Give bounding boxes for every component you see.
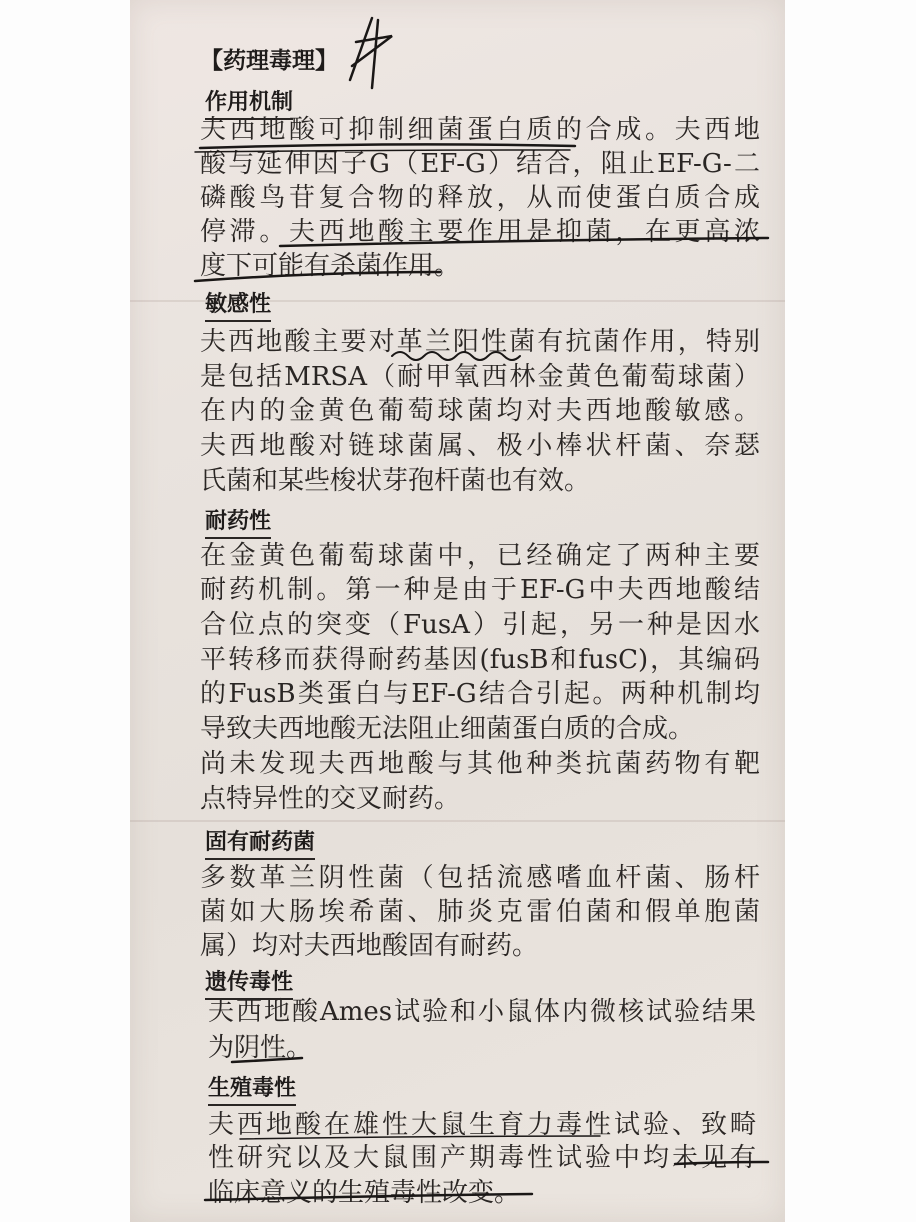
text-line: 夫西地酸在雄性大鼠生育力毒性试验、致畸 [208,1110,756,1140]
text-line: 在内的金黄色葡萄球菌均对夫西地酸敏感。 [200,396,760,426]
text-line: 磷酸鸟苷复合物的释放，从而使蛋白质合成 [200,183,760,213]
text-line: 夫西地酸对链球菌属、极小棒状杆菌、奈瑟 [200,431,760,461]
section-heading: 遗传毒性 [205,968,293,1000]
text-line: 性研究以及大鼠围产期毒性试验中均未见有 [208,1143,756,1173]
text-line: 的FusB类蛋白与EF-G结合引起。两种机制均 [200,679,760,709]
text-line: 在金黄色葡萄球菌中，已经确定了两种主要 [200,541,760,571]
section-heading: 耐药性 [205,507,271,539]
underline [200,144,575,148]
text-line: 平转移而获得耐药基因(fusB和fusC)，其编码 [200,645,760,675]
underline [232,1058,302,1062]
underline [280,238,768,246]
text-line: 夫西地酸可抑制细菌蛋白质的合成。夫西地 [200,115,760,145]
text-line: 度下可能有杀菌作用。 [200,251,461,281]
text-line: 氏菌和某些梭状芽孢杆菌也有效。 [200,466,591,496]
text-line: 菌如大肠埃希菌、肺炎克雷伯菌和假单胞菌 [200,897,760,927]
wavy-underline [392,352,520,360]
text-line: 尚未发现夫西地酸与其他种类抗菌药物有靶 [200,749,760,779]
section-heading: 作用机制 [205,88,293,120]
text-line: 夫西地酸Ames试验和小鼠体内微核试验结果 [208,997,756,1027]
underline [195,272,440,281]
text-line: 酸与延伸因子G（EF-G）结合，阻止EF-G-二 [200,149,760,179]
text-line: 为阴性。 [208,1033,313,1063]
section-heading: 固有耐药菌 [205,828,315,860]
text-line: 导致夫西地酸无法阻止细菌蛋白质的合成。 [200,714,695,744]
text-line: 点特异性的交叉耐药。 [200,784,461,814]
text-line: 属）均对夫西地酸固有耐药。 [200,931,539,961]
text-line: 耐药机制。第一种是由于EF-G中夫西地酸结 [200,575,760,605]
underline [675,1162,768,1164]
text-line: 是包括MRSA（耐甲氧西林金黄色葡萄球菌） [200,362,760,392]
text-line: 临床意义的生殖毒性改变。 [208,1178,521,1208]
text-line: 停滞。夫西地酸主要作用是抑菌，在更高浓 [200,217,760,247]
star-mark [350,18,392,88]
underline [195,150,570,152]
underline [240,1136,600,1139]
document-title: 【药理毒理】 [200,48,338,74]
section-heading: 生殖毒性 [208,1074,296,1106]
text-line: 夫西地酸主要对革兰阳性菌有抗菌作用，特别 [200,327,760,357]
text-line: 合位点的突变（FusA）引起，另一种是因水 [200,610,760,640]
section-heading: 敏感性 [205,290,271,322]
underline [205,1194,532,1200]
text-line: 多数革兰阴性菌（包括流感嗜血杆菌、肠杆 [200,863,760,893]
